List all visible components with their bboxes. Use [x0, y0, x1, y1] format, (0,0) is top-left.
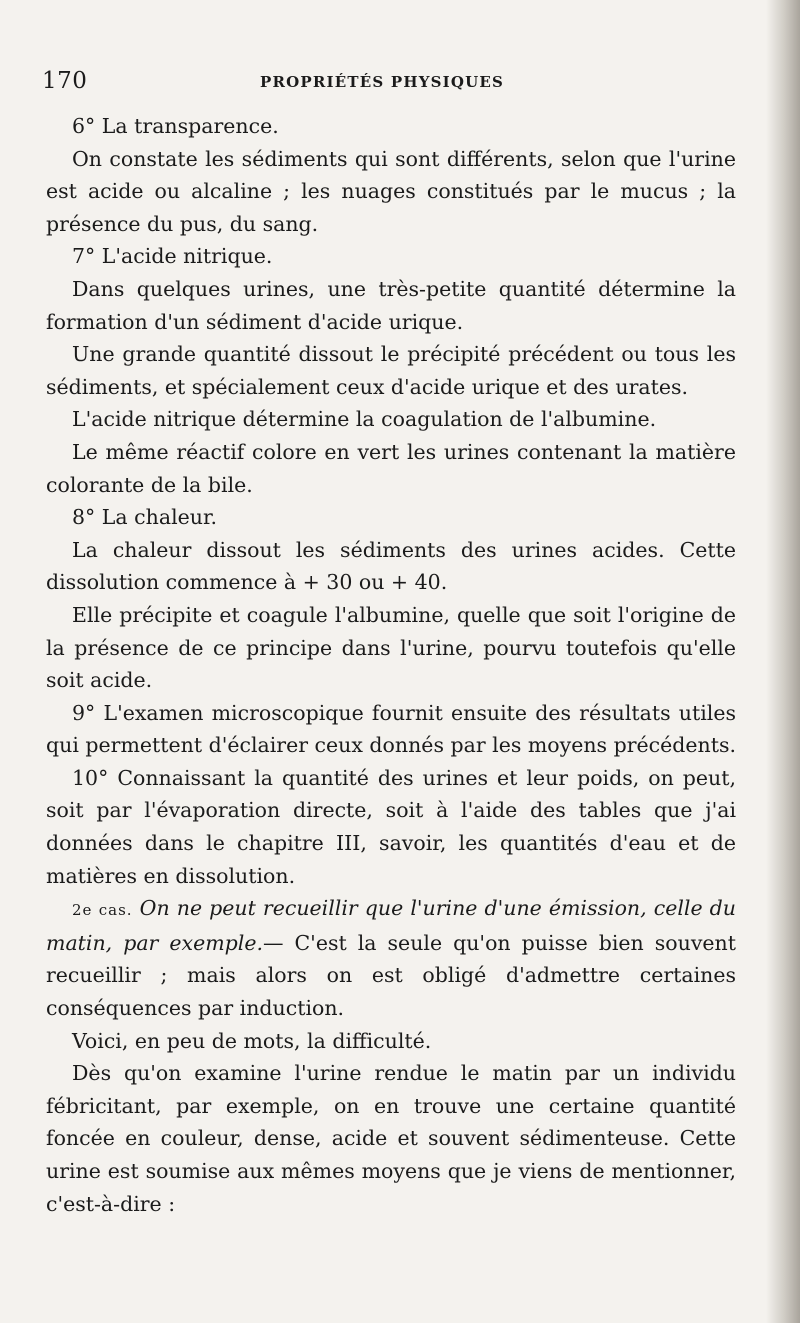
- paragraph: L'acide nitrique détermine la coagulation de l'albumine.: [72, 407, 657, 432]
- section-heading-chaleur: 8° La chaleur.: [72, 505, 218, 530]
- running-title: PROPRIÉTÉS PHYSIQUES: [260, 73, 505, 91]
- case-text: — C'est la seule qu'on puisse bien souvent recueillir ; mais alors on est obligé d'admettre certaines conséquences par induction.: [46, 930, 736, 1021]
- paragraph: Elle précipite et coagule l'albumine, quelle que soit l'origine de la présence de ce principe dans l'urine, pourvu toutefois qu'elle soit acide.: [46, 602, 736, 693]
- paragraph: Une grande quantité dissout le précipité précédent ou tous les sédiments, et spécialement ceux d'acide urique et des urates.: [46, 342, 736, 399]
- case-title: On ne peut recueillir que l'urine d'une émission, celle du matin, par exemple.: [46, 896, 736, 955]
- paragraph: On constate les sédiments qui sont différents, selon que l'urine est acide ou alcaline ; les nuages constitués par le mucus ; la présence du pus, du sang.: [46, 146, 736, 236]
- section-heading-transparence: 6° La transparence.: [72, 114, 279, 138]
- case-2-paragraph: [46, 892, 736, 1024]
- paragraph: Dans quelques urines, une très-petite quantité détermine la formation d'un sédiment d'acide urique.: [46, 276, 736, 334]
- case-label: 2e cas.: [72, 901, 133, 920]
- page-number: 170: [42, 68, 88, 94]
- paragraph: La chaleur dissout les sédiments des urines acides. Cette dissolution commence à + 30 ou + 40.: [46, 537, 736, 595]
- page-body: [46, 110, 736, 1220]
- paragraph: Le même réactif colore en vert les urines contenant la matière colorante de la bile.: [46, 439, 736, 497]
- paragraph: Voici, en peu de mots, la difficulté.: [72, 1028, 432, 1053]
- paragraph: 9° L'examen microscopique fournit ensuite des résultats utiles qui permettent d'éclairer ceux donnés par les moyens précédents.: [46, 700, 736, 758]
- page-spine-shadow: [766, 0, 800, 1323]
- section-heading-acide-nitrique: 7° L'acide nitrique.: [72, 244, 273, 269]
- paragraph: 10° Connaissant la quantité des urines et leur poids, on peut, soit par l'évaporation directe, soit à l'aide des tables que j'ai données dans le chapitre III, savoir, les quantités d'eau et de matières en dissolution.: [46, 765, 736, 888]
- page-header: [42, 68, 742, 102]
- paragraph: Dès qu'on examine l'urine rendue le matin par un individu fébricitant, par exemple, on en trouve une certaine quantité foncée en couleur, dense, acide et souvent sédimenteuse. Cette urine est soumise aux mêmes moyens que je viens de mentionner, c'est-à-dire :: [46, 1061, 736, 1216]
